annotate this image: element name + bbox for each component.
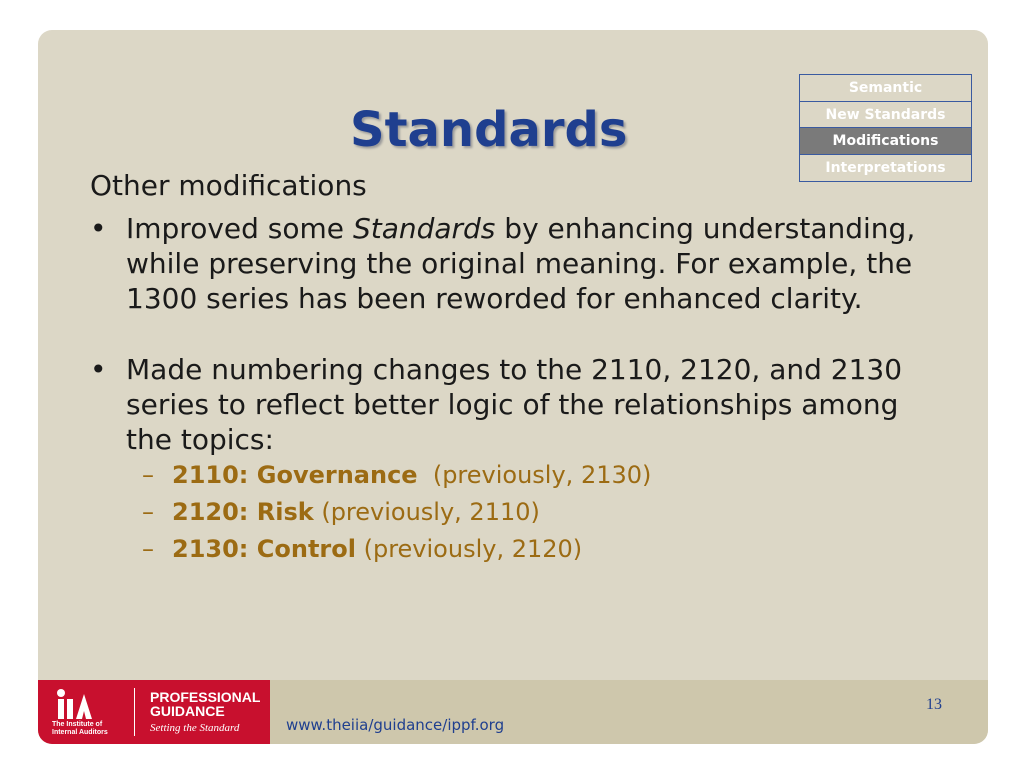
sub-item-code: 2120: Risk (172, 498, 314, 526)
nav-item-modifications[interactable]: Modifications (800, 128, 971, 155)
section-nav (799, 74, 972, 182)
sub-item (90, 531, 950, 568)
org-name-line2: Internal Auditors (52, 729, 108, 736)
sub-item-note: (previously, 2120) (355, 535, 583, 563)
sub-item-code: 2110: Governance (172, 461, 418, 489)
sub-item-code: 2130: Control (172, 535, 356, 563)
dash-glyph: – (142, 461, 154, 489)
nav-item-semantic[interactable]: Semantic (800, 75, 971, 102)
bullet-text-before: Improved some (126, 212, 353, 245)
logo-line1: PROFESSIONAL (150, 689, 261, 705)
bullet-text-after: by enhancing understanding, while preserving the original meaning. For example, the 1300 series has been reworded for enhanced clarity. (126, 212, 916, 315)
page-number: 13 (926, 696, 942, 713)
logo-tagline: Setting the Standard (150, 722, 240, 734)
bullet-text: Made numbering changes to the 2110, 2120, and 2130 series to reflect better logic of the relationships among the topics: (126, 353, 903, 456)
bullet-glyph: • (90, 212, 107, 245)
sub-item-note: (previously, 2130) (417, 461, 652, 489)
bullet-item (90, 352, 950, 457)
slide-body (90, 168, 950, 568)
bullet-text-italic: Standards (352, 212, 496, 245)
iia-logo (38, 680, 270, 744)
sub-item-note: (previously, 2110) (313, 498, 540, 526)
bullet-glyph: • (90, 353, 107, 386)
nav-item-new-standards[interactable]: New Standards (800, 102, 971, 129)
slide-title: Standards (350, 102, 628, 158)
org-name-line1: The Institute of (52, 721, 103, 728)
nav-item-interpretations[interactable]: Interpretations (800, 155, 971, 182)
sub-item (90, 494, 950, 531)
intro-text: Other modifications (90, 169, 367, 202)
dash-glyph: – (142, 535, 154, 563)
slide (38, 30, 988, 744)
sub-item (90, 457, 950, 494)
footer-url[interactable]: www.theiia/guidance/ippf.org (286, 716, 505, 734)
bullet-item (90, 211, 950, 316)
dash-glyph: – (142, 498, 154, 526)
slide-footer (38, 680, 988, 744)
org-name (52, 721, 108, 737)
logo-divider (134, 688, 135, 736)
logo-line2: GUIDANCE (150, 703, 225, 719)
